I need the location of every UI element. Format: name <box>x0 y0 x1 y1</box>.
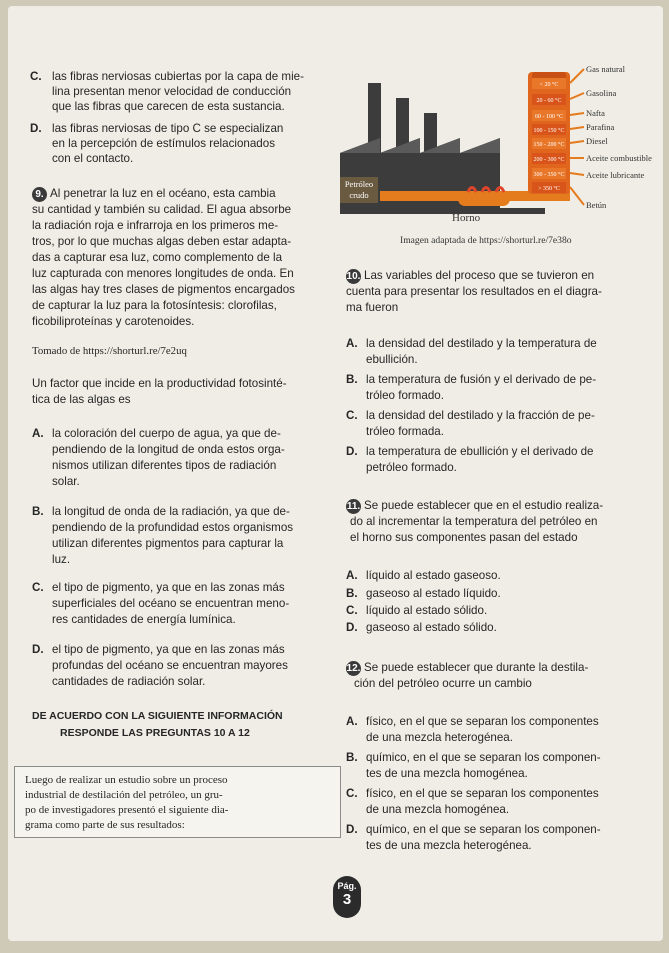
q11-option-d-line: gaseoso al estado sólido. <box>366 621 497 634</box>
q12-option-b-line: tes de una mezcla homogénea. <box>366 767 528 780</box>
q9-option-c-line: superficiales del océano se encuentran meno- <box>52 597 290 610</box>
q11-option-d[interactable]: D. <box>346 621 358 634</box>
q10-option-c-line: tróleo formada. <box>366 425 444 438</box>
fraction-label: Aceite lubricante <box>586 170 645 180</box>
q10-stem: 10. Las variables del proceso que se tuvieron en <box>346 269 595 282</box>
fraction-outlet <box>570 69 584 83</box>
q9-text-line: tros, por lo que muchas algas deben estar adapta- <box>32 235 292 248</box>
info-box-line: industrial de destilación del petróleo, un gru- <box>25 789 223 801</box>
fraction-outlet <box>570 141 584 143</box>
q9-question-line: tica de las algas es <box>32 393 131 406</box>
q9-option-d[interactable]: D. <box>32 643 44 656</box>
q10-text-line: cuenta para presentar los resultados en el diagra- <box>346 285 602 298</box>
q9-option-b-line: pendiendo de la profundidad estos organismos <box>52 521 294 534</box>
temperature-label: 300 - 350 °C <box>533 172 565 178</box>
q12-option-a-line: físico, en el que se separan los componentes <box>366 715 599 728</box>
diagram-caption: Imagen adaptada de https://shorturl.re/7e38o <box>400 235 572 246</box>
q9-option-c-line: res cantidades de energía lumínica. <box>52 613 236 626</box>
q9-text-line: luz capturada con menores longitudes de onda. En <box>32 267 294 280</box>
furnace-label: Horno <box>452 212 481 224</box>
q12-option-b[interactable]: B. <box>346 751 358 764</box>
fraction-label: Gasolina <box>586 88 617 98</box>
q10-option-c[interactable]: C. <box>346 409 358 422</box>
q10-option-d[interactable]: D. <box>346 445 358 458</box>
fraction-outlet <box>570 173 584 175</box>
q9-option-d-line: el tipo de pigmento, ya que en las zonas más <box>52 643 285 656</box>
fraction-label: Nafta <box>586 108 605 118</box>
q8-option-c-line: lina presentan menor velocidad de conducción <box>52 85 292 98</box>
q12-option-a-line: de una mezcla heterogénea. <box>366 731 513 744</box>
q11-option-a-line: líquido al estado gaseoso. <box>366 569 501 582</box>
distillation-diagram <box>340 58 658 246</box>
q8-option-c[interactable]: C. <box>30 70 42 83</box>
q9-source: Tomado de https://shorturl.re/7e2uq <box>32 345 187 357</box>
q12-stem: 12. Se puede establecer que durante la destila- <box>346 661 589 674</box>
q10-option-b-line: la temperatura de fusión y el derivado de pe- <box>366 373 597 386</box>
q12-option-c-line: físico, en el que se separan los componentes <box>366 787 599 800</box>
q12-option-c-line: de una mezcla homogénea. <box>366 803 510 816</box>
q10-text-line: ma fueron <box>346 301 399 314</box>
fraction-label: Gas natural <box>586 64 625 74</box>
q11-stem: 11. Se puede establecer que en el estudio realiza- <box>346 499 604 512</box>
page-number: 3 <box>342 891 352 908</box>
q9-question-line: Un factor que incide en la productividad fotosinté- <box>32 377 287 390</box>
q9-option-b-line: utilizan diferentes pigmentos para capturar la <box>52 537 284 550</box>
q8-option-d-line: con el contacto. <box>52 152 134 165</box>
q12-number: 12. <box>346 663 361 674</box>
q12-text-line: ción del petróleo ocurre un cambio <box>354 677 532 690</box>
page-label: Pág. <box>337 881 357 891</box>
temperature-label: 20 - 60 °C <box>536 98 562 104</box>
temperature-label: 100 - 150 °C <box>533 128 565 134</box>
q12-option-d-line: tes de una mezcla heterogénea. <box>366 839 532 852</box>
q10-option-a-line: ebullición. <box>366 353 418 366</box>
q9-option-a[interactable]: A. <box>32 427 44 440</box>
q11-number: 11. <box>346 501 361 512</box>
section-heading: RESPONDE LAS PREGUNTAS 10 A 12 <box>60 727 250 739</box>
crude-label: Petróleo <box>344 179 374 189</box>
q12-option-c[interactable]: C. <box>346 787 358 800</box>
temperature-label: 60 - 100 °C <box>535 114 563 120</box>
q9-option-d-line: profundas del océano se encuentran mayores <box>52 659 288 672</box>
q9-option-b-line: la longitud de onda de la radiación, ya que de- <box>52 505 290 518</box>
q9-option-a-line: la coloración del cuerpo de agua, ya que de- <box>52 427 281 440</box>
q9-option-a-line: solar. <box>52 475 80 488</box>
q12-option-a[interactable]: A. <box>346 715 358 728</box>
workbook-page <box>8 6 663 941</box>
q10-option-c-line: la densidad del destilado y la fracción de pe- <box>366 409 595 422</box>
q9-option-c[interactable]: C. <box>32 581 44 594</box>
q10-option-d-line: petróleo formado. <box>366 461 457 474</box>
q11-option-b[interactable]: B. <box>346 587 358 600</box>
crude-label: crudo <box>349 190 369 200</box>
q9-option-a-line: nismos utilizan diferentes tipos de radiación <box>52 459 277 472</box>
fraction-label: Diesel <box>586 136 608 146</box>
q9-option-b[interactable]: B. <box>32 505 44 518</box>
info-box-line: Luego de realizar un estudio sobre un proceso <box>25 774 228 786</box>
q8-option-d-line: en la percepción de estímulos relacionados <box>52 137 275 150</box>
temperature-label: < 20 °C <box>539 82 559 88</box>
q12-option-d-line: químico, en el que se separan los componen- <box>366 823 601 836</box>
fraction-label: Aceite combustible <box>586 153 652 163</box>
q12-option-d[interactable]: D. <box>346 823 358 836</box>
q9-text-line: la radiación roja e infrarroja en los primeros me- <box>32 219 279 232</box>
q9-text-line: ficobiliproteínas y carotenoides. <box>32 315 195 328</box>
q9-option-c-line: el tipo de pigmento, ya que en las zonas más <box>52 581 285 594</box>
fraction-label: Parafina <box>586 122 615 132</box>
q11-option-c-line: líquido al estado sólido. <box>366 604 488 617</box>
q8-option-c-line: las fibras nerviosas cubiertas por la capa de mie- <box>52 70 304 83</box>
q11-option-c[interactable]: C. <box>346 604 358 617</box>
fraction-outlet <box>570 187 584 205</box>
q10-option-b[interactable]: B. <box>346 373 358 386</box>
q11-option-a[interactable]: A. <box>346 569 358 582</box>
section-heading: DE ACUERDO CON LA SIGUIENTE INFORMACIÓN <box>32 710 283 722</box>
temperature-label: 200 - 300 °C <box>533 157 565 163</box>
q11-option-b-line: gaseoso al estado líquido. <box>366 587 501 600</box>
q8-option-d-line: las fibras nerviosas de tipo C se especializan <box>52 122 284 135</box>
temperature-label: > 350 °C <box>538 186 560 192</box>
q9-option-b-line: luz. <box>52 553 71 566</box>
q10-number: 10. <box>346 271 361 282</box>
fraction-outlet <box>570 93 584 99</box>
q9-option-a-line: pendiendo de la longitud de onda estos orga- <box>52 443 285 456</box>
q8-option-c-line: que las fibras que carecen de esta sustancia. <box>52 100 285 113</box>
q9-stem: 9. Al penetrar la luz en el océano, esta cambia <box>32 186 276 202</box>
info-box-line: po de investigadores presentó el siguiente dia- <box>25 804 229 816</box>
q8-option-d[interactable]: D. <box>30 122 42 135</box>
q11-text-line: el horno sus componentes pasan del estado <box>350 531 578 544</box>
q10-option-d-line: la temperatura de ebullición y el derivado de <box>366 445 594 458</box>
info-box-line: grama como parte de sus resultados: <box>25 819 185 831</box>
q9-text-line: su cantidad y también su calidad. El agua absorbe <box>32 203 292 216</box>
q9-text-line: las algas hay tres clases de pigmentos encargados <box>32 283 295 296</box>
q9-option-d-line: cantidades de radiación solar. <box>52 675 206 688</box>
fraction-label: Betún <box>586 200 607 210</box>
fraction-outlet <box>570 113 584 115</box>
fraction-outlet <box>570 127 584 129</box>
page-number-badge <box>333 876 361 918</box>
q12-option-b-line: químico, en el que se separan los componen- <box>366 751 601 764</box>
q10-option-a-line: la densidad del destilado y la temperatura de <box>366 337 597 350</box>
q10-option-b-line: tróleo formado. <box>366 389 444 402</box>
info-box <box>14 766 341 838</box>
q10-option-a[interactable]: A. <box>346 337 358 350</box>
temperature-label: 150 - 200 °C <box>533 142 565 148</box>
q9-number: 9. <box>32 187 47 202</box>
q9-text-line: de capturar la luz para la fotosíntesis: clorofilas, <box>32 299 277 312</box>
q11-text-line: do al incrementar la temperatura del petróleo en <box>350 515 598 528</box>
q9-text-line: das a capturar esa luz, como complemento de la <box>32 251 283 264</box>
